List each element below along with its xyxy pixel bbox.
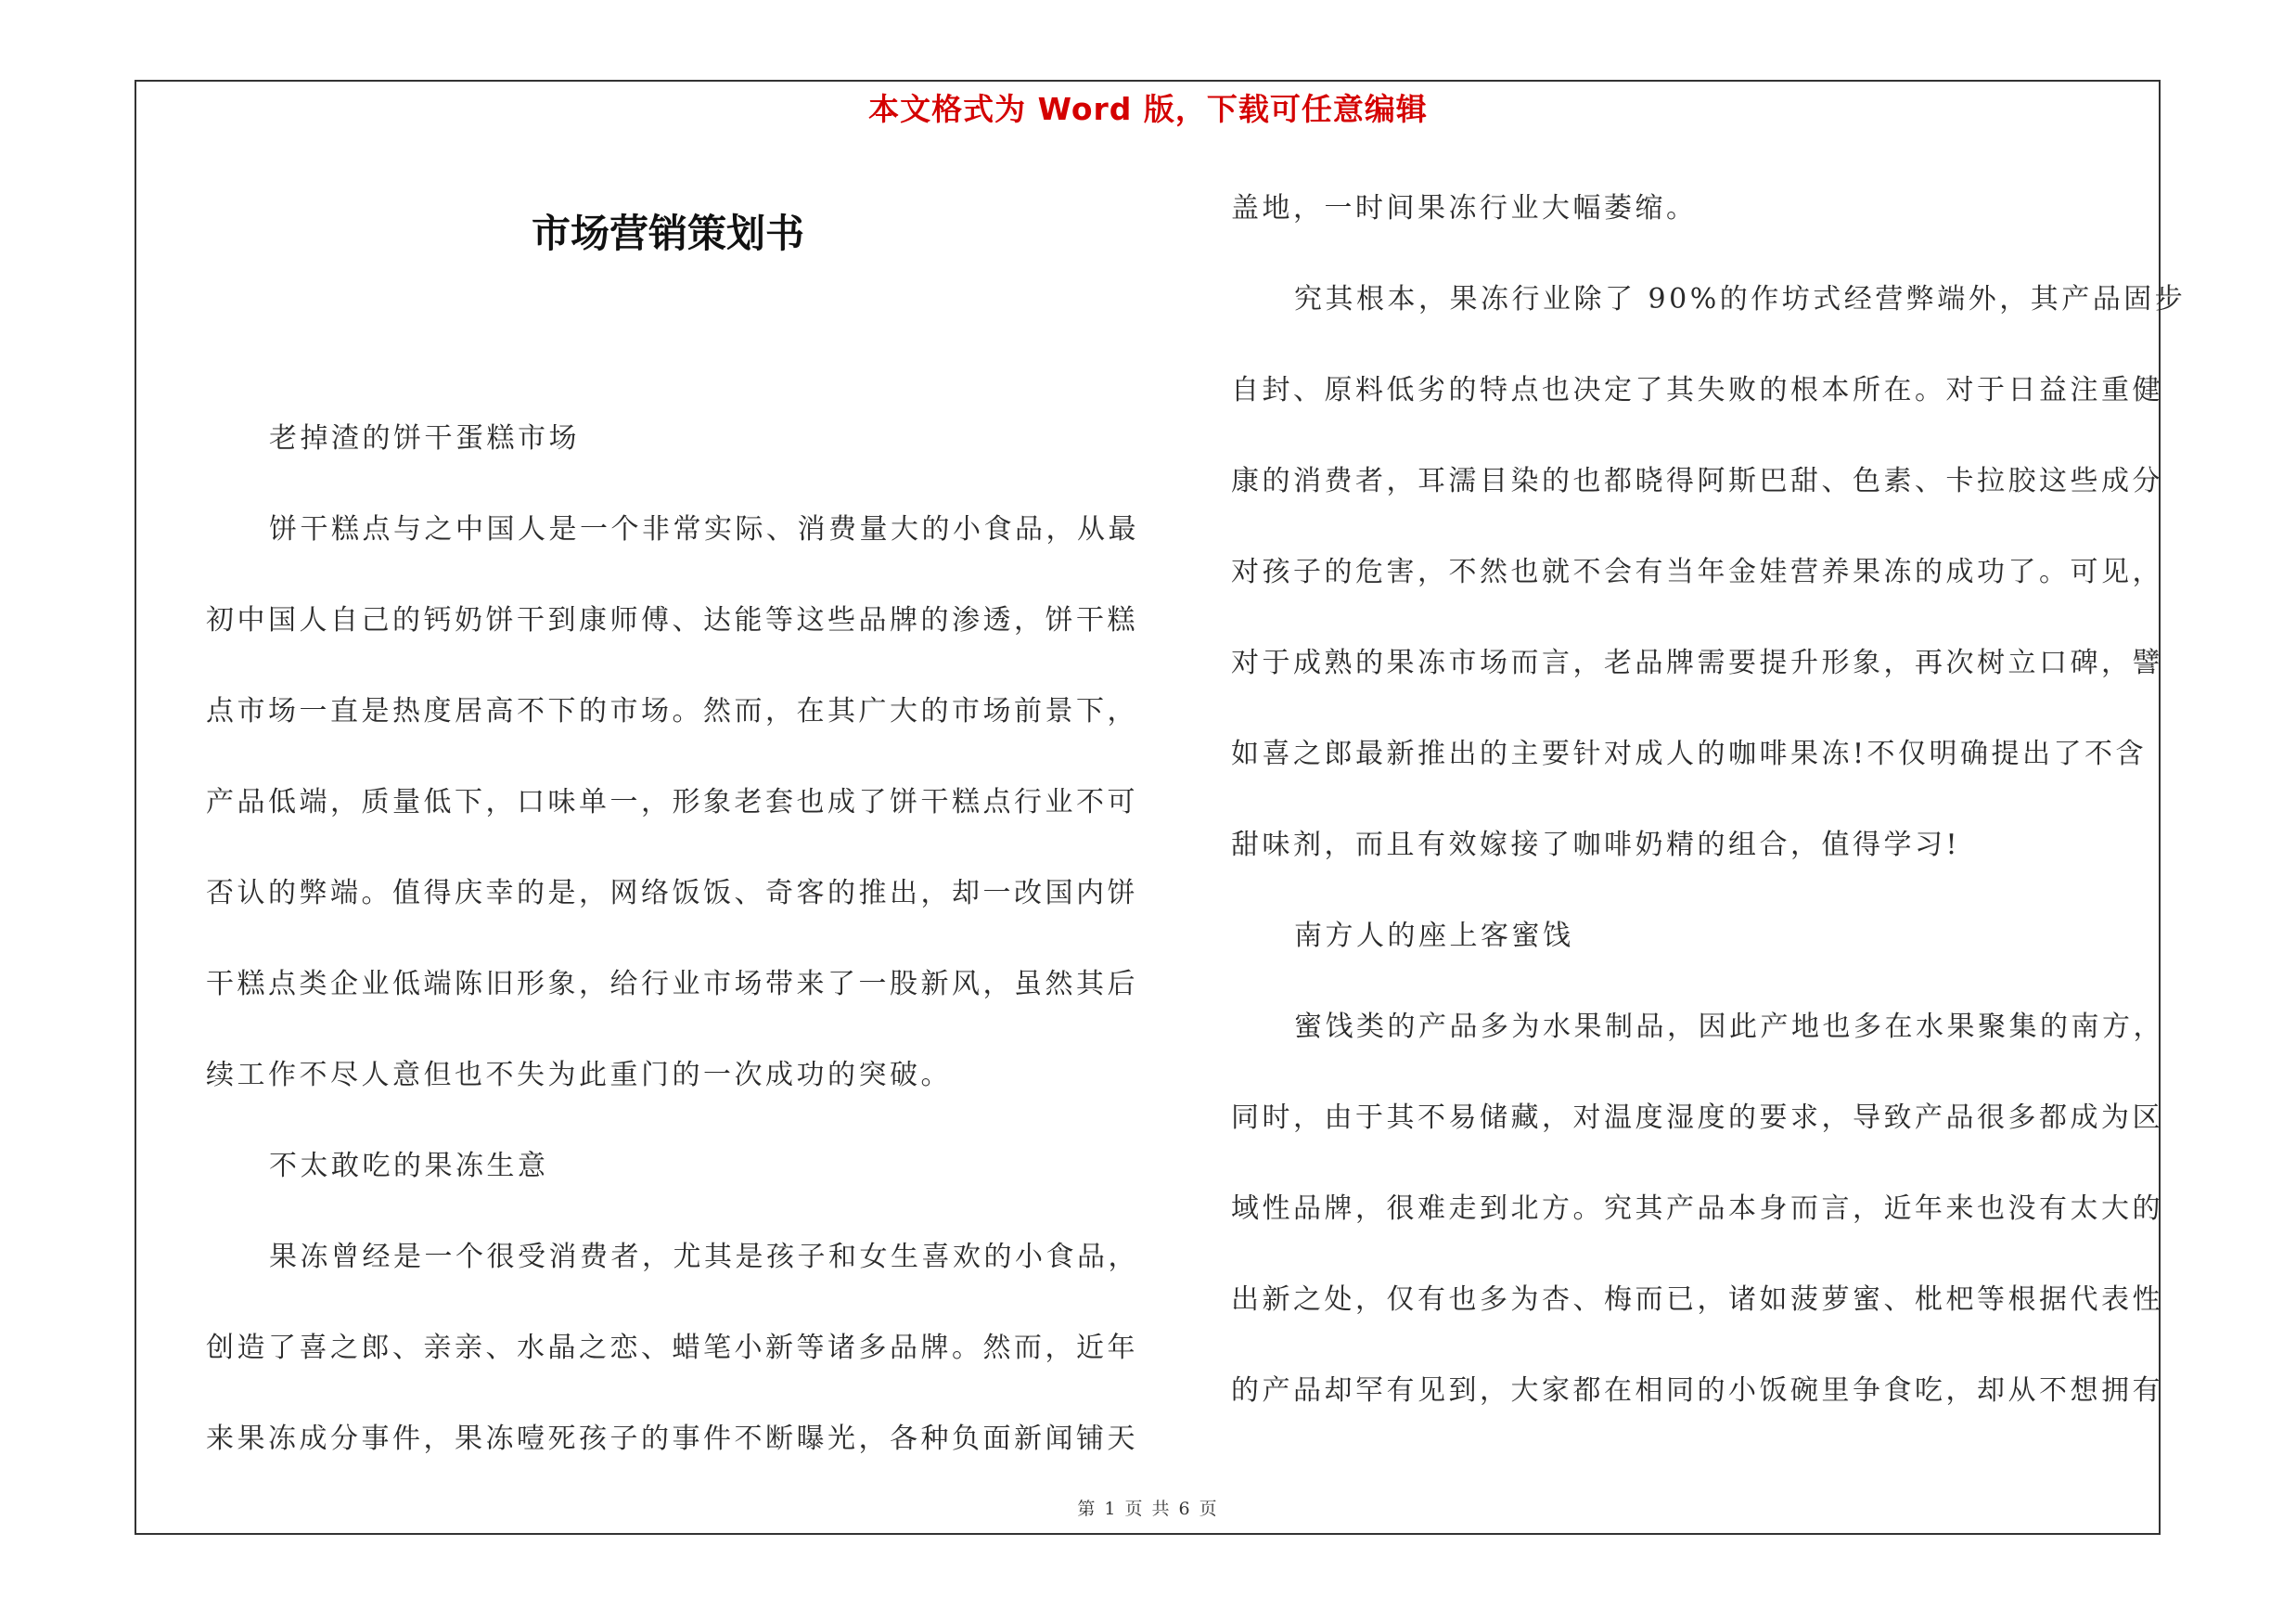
paragraph-line: 蜜饯类的产品多为水果制品，因此产地也多在水果聚集的南方， (1294, 1011, 2164, 1043)
paragraph-line: 续工作不尽人意但也不失为此重门的一次成功的突破。 (206, 1059, 952, 1091)
paragraph-line: 盖地，一时间果冻行业大幅萎缩。 (1231, 192, 1698, 225)
left-column (206, 411, 1139, 1502)
section-heading: 老掉渣的饼干蛋糕市场 (269, 422, 580, 455)
paragraph-line: 究其根本，果冻行业除了 90%的作坊式经营弊端外，其产品固步 (1294, 283, 2187, 316)
paragraph-line: 自封、原料低劣的特点也决定了其失败的根本所在。对于日益注重健 (1231, 374, 2163, 406)
paragraph-line: 出新之处，仅有也多为杏、梅而已，诸如菠萝蜜、枇杷等根据代表性 (1231, 1283, 2163, 1316)
paragraph-line: 的产品却罕有见到，大家都在相同的小饭碗里争食吃，却从不想拥有 (1231, 1374, 2163, 1407)
document-title: 市场营销策划书 (531, 211, 804, 256)
paragraph-line: 同时，由于其不易储藏，对温度湿度的要求，导致产品很多都成为区 (1231, 1101, 2163, 1134)
paragraph-line: 果冻曾经是一个很受消费者，尤其是孩子和女生喜欢的小食品， (269, 1241, 1139, 1273)
right-column (1231, 181, 2187, 1454)
paragraph-line: 干糕点类企业低端陈旧形象，给行业市场带来了一股新风，虽然其后 (206, 968, 1138, 1000)
paragraph-line: 对孩子的危害，不然也就不会有当年金娃营养果冻的成功了。可见， (1231, 556, 2163, 588)
paragraph-line: 创造了喜之郎、亲亲、水晶之恋、蜡笔小新等诸多品牌。然而，近年 (206, 1332, 1138, 1364)
paragraph-line: 康的消费者，耳濡目染的也都晓得阿斯巴甜、色素、卡拉胶这些成分 (1231, 465, 2163, 497)
paragraph-line: 甜味剂，而且有效嫁接了咖啡奶精的组合，值得学习! (1231, 829, 1961, 861)
paragraph-line: 初中国人自己的钙奶饼干到康师傅、达能等这些品牌的渗透，饼干糕 (206, 604, 1138, 637)
page-number: 第 1 页 共 6 页 (1077, 1499, 1219, 1519)
section-heading: 南方人的座上客蜜饯 (1294, 920, 1574, 952)
paragraph-line: 点市场一直是热度居高不下的市场。然而，在其广大的市场前景下， (206, 695, 1138, 728)
paragraph-line: 来果冻成分事件，果冻噎死孩子的事件不断曝光，各种负面新闻铺天 (206, 1423, 1138, 1455)
paragraph-line: 否认的弊端。值得庆幸的是，网络饭饭、奇客的推出，却一改国内饼 (206, 877, 1138, 909)
paragraph-line: 饼干糕点与之中国人是一个非常实际、消费量大的小食品，从最 (269, 513, 1139, 546)
paragraph-line: 对于成熟的果冻市场而言，老品牌需要提升形象，再次树立口碑，譬 (1231, 647, 2163, 679)
section-heading: 不太敢吃的果冻生意 (269, 1150, 549, 1182)
format-notice: 本文格式为 Word 版，下载可任意编辑 (868, 91, 1428, 127)
paragraph-line: 如喜之郎最新推出的主要针对成人的咖啡果冻!不仅明确提出了不含 (1231, 738, 2148, 770)
paragraph-line: 产品低端，质量低下，口味单一，形象老套也成了饼干糕点行业不可 (206, 786, 1138, 818)
paragraph-line: 域性品牌，很难走到北方。究其产品本身而言，近年来也没有太大的 (1231, 1192, 2163, 1225)
